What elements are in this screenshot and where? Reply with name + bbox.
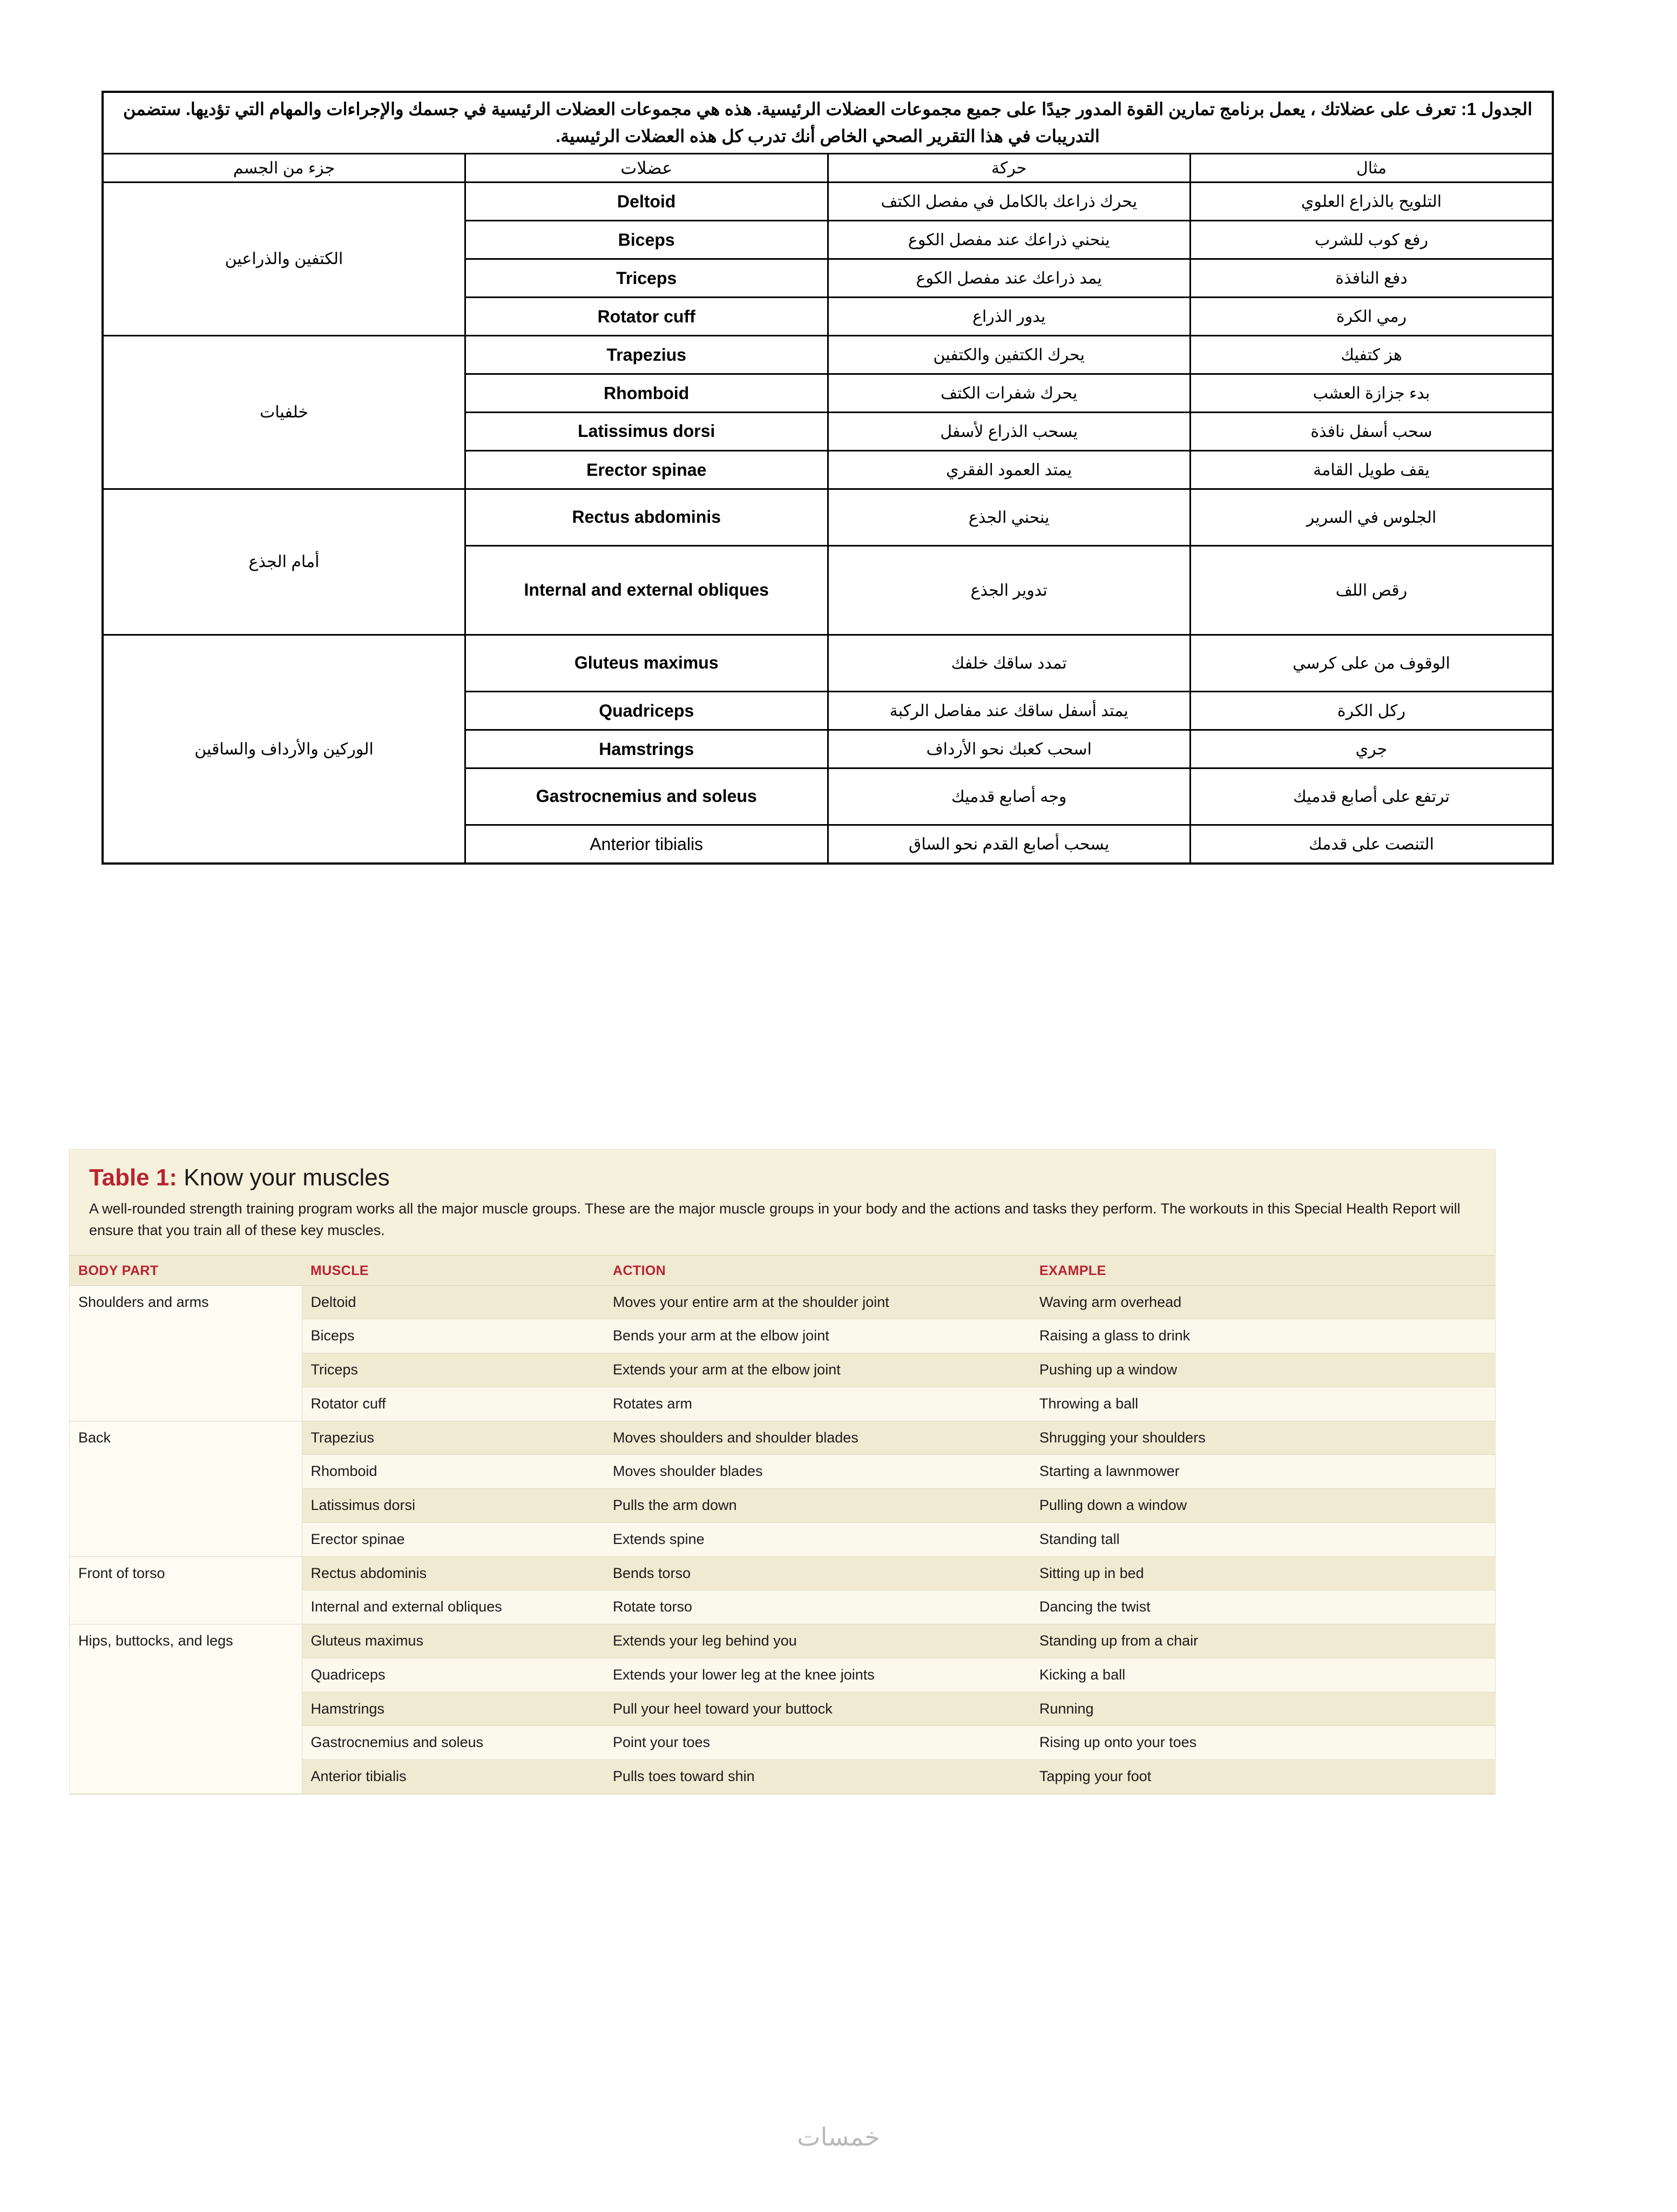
- arabic-cell-action: يحرك الكتفين والكتفين: [828, 336, 1191, 374]
- arabic-table-row: [103, 336, 1553, 374]
- english-cell-action: Moves shoulders and shoulder blades: [604, 1421, 1031, 1455]
- english-header-body-part: BODY PART: [70, 1255, 302, 1285]
- arabic-cell-action: وجه أصابع قدميك: [828, 768, 1191, 825]
- arabic-cell-action: اسحب كعبك نحو الأرداف: [828, 730, 1191, 768]
- english-cell-example: Starting a lawnmower: [1031, 1455, 1495, 1489]
- arabic-table-container: [102, 91, 1554, 865]
- english-cell-example: Raising a glass to drink: [1031, 1319, 1495, 1353]
- arabic-table-title-row: [103, 92, 1553, 154]
- table-title-text: Know your muscles: [184, 1164, 390, 1191]
- english-cell-body-part: Hips, buttocks, and legs: [70, 1624, 302, 1794]
- english-cell-example: Shrugging your shoulders: [1031, 1421, 1495, 1455]
- english-cell-example: Standing tall: [1031, 1522, 1495, 1556]
- english-cell-action: Extends your lower leg at the knee joints: [604, 1658, 1031, 1692]
- arabic-table-row: [103, 183, 1553, 221]
- english-cell-body-part: Shoulders and arms: [70, 1285, 302, 1421]
- arabic-cell-example: الوقوف من على كرسي: [1191, 635, 1553, 692]
- english-cell-muscle: Erector spinae: [302, 1522, 604, 1556]
- english-cell-muscle: Rectus abdominis: [302, 1556, 604, 1590]
- english-header-action: ACTION: [604, 1255, 1031, 1285]
- arabic-table-title: الجدول 1: تعرف على عضلاتك ، يعمل برنامج تمارين القوة المدور جيدًا على جميع مجموعات العضلات الرئيسية. هذه هي مجموعات العضلات الرئيسية في جسمك والإجراءات والمهام التي تؤديها. ستضمن التدريبات في هذا التقرير الصحي الخاص أنك تدرب كل هذه العضلات الرئيسية.: [103, 92, 1553, 154]
- english-cell-example: Pulling down a window: [1031, 1489, 1495, 1523]
- english-cell-action: Bends your arm at the elbow joint: [604, 1319, 1031, 1353]
- english-cell-muscle: Anterior tibialis: [302, 1760, 604, 1794]
- english-cell-muscle: Quadriceps: [302, 1658, 604, 1692]
- english-cell-muscle: Trapezius: [302, 1421, 604, 1455]
- arabic-cell-example: هز كتفيك: [1191, 336, 1553, 374]
- arabic-cell-example: الجلوس في السرير: [1191, 489, 1553, 546]
- arabic-cell-example: سحب أسفل نافذة: [1191, 413, 1553, 451]
- arabic-cell-action: يدور الذراع: [828, 298, 1191, 336]
- arabic-cell-muscle: Hamstrings: [465, 730, 828, 768]
- english-cell-muscle: Deltoid: [302, 1285, 604, 1319]
- arabic-cell-muscle: Rhomboid: [465, 374, 828, 413]
- arabic-cell-example: رقص اللف: [1191, 546, 1553, 635]
- english-cell-body-part: Back: [70, 1421, 302, 1556]
- watermark: خمسات: [797, 2122, 880, 2152]
- table-row: [70, 1556, 1495, 1590]
- english-cell-example: Rising up onto your toes: [1031, 1726, 1495, 1760]
- arabic-cell-example: ترتفع على أصابع قدميك: [1191, 768, 1553, 825]
- english-table-header-row: [70, 1255, 1495, 1285]
- english-cell-example: Kicking a ball: [1031, 1658, 1495, 1692]
- arabic-header-muscle: عضلات: [465, 154, 828, 183]
- english-cell-action: Pulls toes toward shin: [604, 1760, 1031, 1794]
- arabic-table-row: [103, 489, 1553, 546]
- arabic-cell-body-part: خلفيات: [103, 336, 465, 489]
- english-cell-action: Pull your heel toward your buttock: [604, 1692, 1031, 1726]
- english-cell-example: Dancing the twist: [1031, 1590, 1495, 1624]
- english-cell-example: Running: [1031, 1692, 1495, 1726]
- arabic-cell-example: رمي الكرة: [1191, 298, 1553, 336]
- english-cell-muscle: Rhomboid: [302, 1455, 604, 1489]
- english-cell-action: Extends spine: [604, 1522, 1031, 1556]
- arabic-cell-muscle: Rectus abdominis: [465, 489, 828, 546]
- english-cell-action: Rotate torso: [604, 1590, 1031, 1624]
- table-row: [70, 1421, 1495, 1455]
- arabic-cell-body-part: أمام الجذع: [103, 489, 465, 635]
- english-header-muscle: MUSCLE: [302, 1255, 604, 1285]
- english-cell-action: Pulls the arm down: [604, 1489, 1031, 1523]
- arabic-cell-action: ينحني الجذع: [828, 489, 1191, 546]
- arabic-cell-example: التنصت على قدمك: [1191, 825, 1553, 864]
- arabic-cell-action: ينحني ذراعك عند مفصل الكوع: [828, 221, 1191, 259]
- table-row: [70, 1624, 1495, 1658]
- english-header-example: EXAMPLE: [1031, 1255, 1495, 1285]
- english-cell-action: Moves your entire arm at the shoulder joint: [604, 1285, 1031, 1319]
- arabic-header-action: حركة: [828, 154, 1191, 183]
- english-table-intro: A well-rounded strength training program works all the major muscle groups. These are the major muscle groups in your body and the actions and tasks they perform. The workouts in this Special Health Report will ensure that you train all of these key muscles.: [89, 1201, 1460, 1238]
- arabic-cell-example: بدء جزازة العشب: [1191, 374, 1553, 413]
- arabic-cell-action: يمتد العمود الفقري: [828, 451, 1191, 489]
- arabic-cell-action: يحرك شفرات الكتف: [828, 374, 1191, 413]
- arabic-cell-action: يسحب الذراع لأسفل: [828, 413, 1191, 451]
- english-cell-action: Moves shoulder blades: [604, 1455, 1031, 1489]
- arabic-cell-muscle: Rotator cuff: [465, 298, 828, 336]
- english-cell-example: Sitting up in bed: [1031, 1556, 1495, 1590]
- english-cell-action: Extends your arm at the elbow joint: [604, 1353, 1031, 1387]
- english-cell-example: Tapping your foot: [1031, 1760, 1495, 1794]
- english-cell-example: Pushing up a window: [1031, 1353, 1495, 1387]
- arabic-cell-muscle: Internal and external obliques: [465, 546, 828, 635]
- arabic-cell-muscle: Deltoid: [465, 183, 828, 221]
- arabic-cell-muscle: Gluteus maximus: [465, 635, 828, 692]
- english-cell-example: Waving arm overhead: [1031, 1285, 1495, 1319]
- arabic-cell-muscle: Anterior tibialis: [465, 825, 828, 864]
- english-table-panel: [69, 1149, 1496, 1795]
- arabic-cell-action: يسحب أصابع القدم نحو الساق: [828, 825, 1191, 864]
- arabic-cell-example: التلويح بالذراع العلوي: [1191, 183, 1553, 221]
- table-label: Table 1:: [89, 1164, 178, 1191]
- english-cell-action: Extends your leg behind you: [604, 1624, 1031, 1658]
- english-cell-muscle: Rotator cuff: [302, 1387, 604, 1421]
- arabic-cell-muscle: Trapezius: [465, 336, 828, 374]
- arabic-cell-example: رفع كوب للشرب: [1191, 221, 1553, 259]
- arabic-cell-muscle: Erector spinae: [465, 451, 828, 489]
- arabic-cell-action: يمد ذراعك عند مفصل الكوع: [828, 259, 1191, 298]
- arabic-cell-action: يحرك ذراعك بالكامل في مفصل الكتف: [828, 183, 1191, 221]
- arabic-cell-body-part: الوركين والأرداف والساقين: [103, 635, 465, 864]
- arabic-cell-muscle: Triceps: [465, 259, 828, 298]
- english-table-header-block: [70, 1150, 1495, 1255]
- arabic-cell-example: دفع النافذة: [1191, 259, 1553, 298]
- arabic-header-example: مثال: [1191, 154, 1553, 183]
- arabic-cell-muscle: Biceps: [465, 221, 828, 259]
- english-muscle-table: [70, 1255, 1495, 1794]
- english-cell-muscle: Triceps: [302, 1353, 604, 1387]
- english-cell-action: Bends torso: [604, 1556, 1031, 1590]
- arabic-cell-example: ركل الكرة: [1191, 692, 1553, 730]
- arabic-cell-example: يقف طويل القامة: [1191, 451, 1553, 489]
- english-cell-body-part: Front of torso: [70, 1556, 302, 1624]
- arabic-cell-action: تمدد ساقك خلفك: [828, 635, 1191, 692]
- english-cell-action: Point your toes: [604, 1726, 1031, 1760]
- arabic-cell-action: يمتد أسفل ساقك عند مفاصل الركبة: [828, 692, 1191, 730]
- table-row: [70, 1285, 1495, 1319]
- arabic-cell-action: تدوير الجذع: [828, 546, 1191, 635]
- arabic-muscle-table: [102, 91, 1554, 865]
- english-cell-example: Standing up from a chair: [1031, 1624, 1495, 1658]
- arabic-cell-muscle: Latissimus dorsi: [465, 413, 828, 451]
- arabic-cell-body-part: الكتفين والذراعين: [103, 183, 465, 336]
- arabic-header-body-part: جزء من الجسم: [103, 154, 465, 183]
- arabic-cell-muscle: Gastrocnemius and soleus: [465, 768, 828, 825]
- english-cell-muscle: Gastrocnemius and soleus: [302, 1726, 604, 1760]
- english-table-title: [89, 1165, 1476, 1191]
- english-cell-muscle: Gluteus maximus: [302, 1624, 604, 1658]
- english-cell-muscle: Latissimus dorsi: [302, 1489, 604, 1523]
- arabic-cell-muscle: Quadriceps: [465, 692, 828, 730]
- english-cell-action: Rotates arm: [604, 1387, 1031, 1421]
- arabic-cell-example: جري: [1191, 730, 1553, 768]
- arabic-table-header-row: [103, 154, 1553, 183]
- english-cell-muscle: Hamstrings: [302, 1692, 604, 1726]
- english-cell-example: Throwing a ball: [1031, 1387, 1495, 1421]
- english-cell-muscle: Biceps: [302, 1319, 604, 1353]
- arabic-table-row: [103, 635, 1553, 692]
- english-cell-muscle: Internal and external obliques: [302, 1590, 604, 1624]
